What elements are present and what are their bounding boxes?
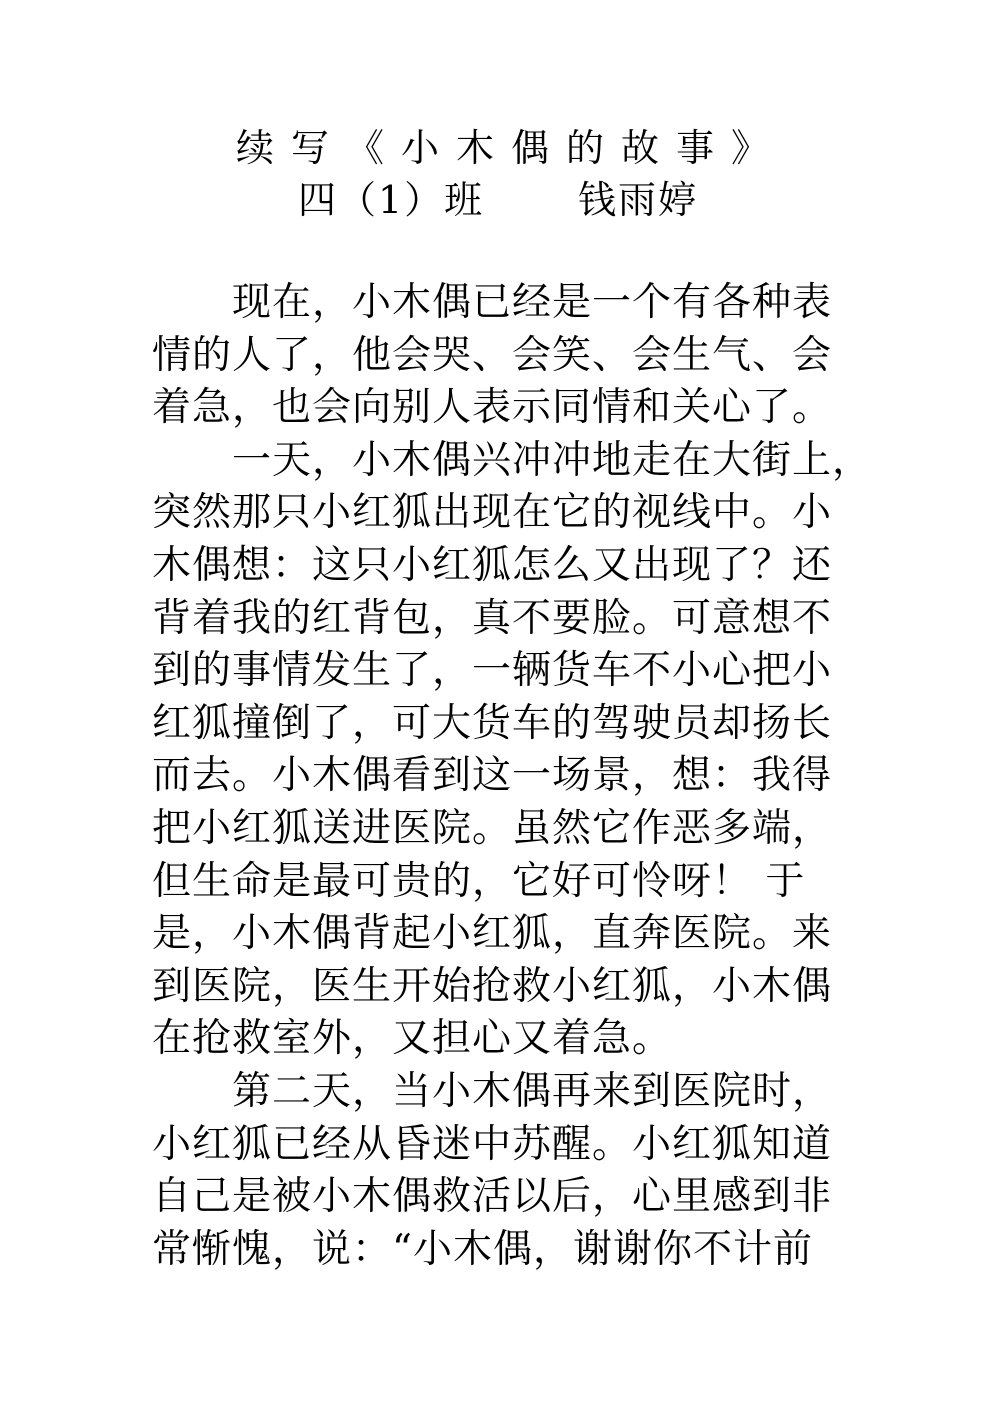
essay-body — [152, 277, 873, 1276]
page-title: 续写《小木偶的故事》 — [236, 126, 787, 170]
essay-line: 情的人了，他会哭、会笑、会生气、会 — [152, 332, 833, 378]
essay-line: 红狐撞倒了，可大货车的驾驶员却扬长 — [152, 700, 833, 746]
essay-line: 第二天，当小木偶再来到医院时， — [232, 1068, 833, 1114]
essay-line: 在抢救室外，又担心又着急。 — [152, 1016, 673, 1062]
essay-line: 常惭愧，说：“小木偶，谢谢你不计前 — [152, 1226, 813, 1272]
essay-line: 自己是被小木偶救活以后，心里感到非 — [152, 1174, 833, 1220]
essay-line: 一天，小木偶兴冲冲地走在大街上， — [232, 437, 873, 483]
essay-line: 突然那只小红狐出现在它的视线中。小 — [152, 490, 833, 536]
essay-line: 木偶想：这只小红狐怎么又出现了？还 — [152, 542, 833, 588]
essay-line: 小红狐已经从昏迷中苏醒。小红狐知道 — [152, 1121, 833, 1167]
essay-line: 到医院，医生开始抢救小红狐，小木偶 — [152, 963, 833, 1009]
essay-line: 着急，也会向别人表示同情和关心了。 — [152, 385, 833, 431]
byline — [298, 170, 718, 230]
essay-line: 是，小木偶背起小红狐，直奔医院。来 — [152, 911, 833, 957]
essay-line: 现在，小木偶已经是一个有各种表 — [232, 280, 833, 325]
essay-line: 而去。小木偶看到这一场景，想：我得 — [152, 753, 833, 799]
essay-line: 背着我的红背包，真不要脸。可意想不 — [152, 595, 833, 641]
essay-line: 到的事情发生了，一辆货车不小心把小 — [152, 648, 833, 694]
class-label: 四（1）班 — [298, 178, 485, 222]
essay-line: 但生命是最可贵的，它好可怜呀！ 于 — [152, 858, 806, 904]
essay-line: 把小红狐送进医院。虽然它作恶多端， — [152, 805, 833, 851]
author-name: 钱雨婷 — [578, 178, 699, 222]
